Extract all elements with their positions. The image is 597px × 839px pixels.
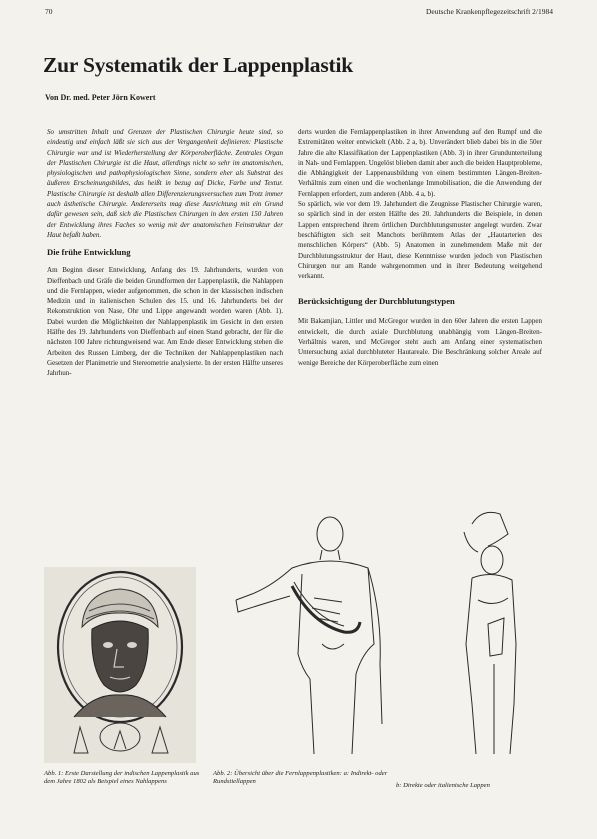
page-number: 70 bbox=[45, 7, 53, 16]
abstract: So umstritten Inhalt und Grenzen der Plastischen Chirurgie heute sind, so eindeutig und einfach läßt sie sich aus der Vergangenheit definieren: Plastische Chirurgie war und ist Wiederherstellung der Körperoberfläche. Zentrales Organ der Plastischen Chirurgie ist die Haut, allerdings nicht so sehr im anatomischen, physiologischen und pathophysiologischen Sinne, sondern eher als Substrat des äußeren Erscheinungsbildes, das heißt in bezug auf Dicke, Farbe und Textur. Plastische Chirurgie ist deshalb allen Differenzierungsversuchen zum Trotz immer auch ästhetische Chirurgie. Andererseits mag diese Ausrichtung mit ein Grund dafür gewesen sein, daß sich die Plastischen Chirurgen in den ersten 150 Jahren der Entwicklung ihres Faches so wenig mit der anatomischen Feinstruktur der Haut befaßt haben. bbox=[47, 128, 283, 239]
figure-2-caption: Abb. 2: Übersicht über die Fernlappenplastiken: a: Indirekt- oder Rundstiellappen bbox=[213, 770, 388, 786]
body-paragraph: Mit Bakamjian, Littler und McGregor wurden in den 60er Jahren die ersten Lappen entwickelt, die durch axiale Durchblutung unabhängig vom Längen-Breiten-Verhältnis waren, und McGregor steht auch am Anfang einer systematischen Untersuchung axial durchbluteter Hautareale. Die Beschränkung solcher Areale auf wenige Bereiche der Körperoberfläche zum einen bbox=[298, 317, 542, 367]
section-heading-blood-supply: Berücksichtigung der Durchblutungstypen bbox=[298, 296, 455, 307]
body-paragraph: Am Beginn dieser Entwicklung, Anfang des 19. Jahrhunderts, wurden von Dieffenbach und Gräfe die beiden Grundformen der Lappenplastik, die Nahlappen und die Fernlappen, wieder aufgenommen, die schon in der klassischen indischen Medizin und in italienischen Schulen des 15. und 16. Jahrhunderts bei der Rekonstruktion von Nase, Ohr und Lippe angewandt worden waren (Abb. 1). Dabei wurden die Möglichkeiten der Nahlappenplastik im Gesicht in den ersten Hälfte des 19. Jahrhunderts von Dieffenbach auf einen Stand gebracht, der für die nächsten 100 Jahre richtungweisend war. Am Ende dieser Entwicklung stehen die Arbeiten des Russen Limberg, der die Techniken der Nahlappenplastiken nach Gesetzen der Planimetrie und Stereometrie analysierte. In der ersten Hälfte unseres Jahrhun- bbox=[47, 266, 283, 378]
body-paragraph: So spärlich, wie vor dem 19. Jahrhundert die Zeugnisse Plastischer Chirurgie waren, so spärlich sind in der ersten Hälfte des 20. Jahrhunderts die Beispiele, in denen Lappen entsprechend ihrem örtlichen Durchblutungsmuster angelegt wurden. Zwar beschäftigten sich seit Manchots berühmtem Atlas der „Hautarterien des menschlichen Körpers“ (Abb. 5) Anatomen in zunehmendem Maße mit der Durchblutungsstruktur der Haut, diese Kenntnisse wurden jedoch von Plastischen Chirurgen nur am Rande wahrgenommen und in ihrer Bedeutung weitgehend verkannt. bbox=[298, 200, 542, 281]
journal-header: Deutsche Krankenpflegezeitschrift 2/1984 bbox=[425, 7, 553, 16]
body-paragraph: derts wurden die Fernlappenplastiken in ihrer Anwendung auf den Rumpf und die Extremitäten weiter entwickelt (Abb. 2 a, b). Unverändert blieb dabei bis in die 50er Jahre die alte Klassifikation der Lappenplastiken (Abb. 3) in ihrer Grundunterteilung in Nah- und Fernlappen. Ungelöst blieben damit aber auch die beiden Hauptprobleme, die Abhängigkeit der Lappenausbildung von einem bestimmten Längen-Breiten-Verhältnis zum einen und die wochenlange Immobilisation, die die Anwendung der Fernlappen erfordert, zum anderen (Abb. 4 a, b). bbox=[298, 128, 542, 198]
section-heading-early-development: Die frühe Entwicklung bbox=[47, 247, 131, 258]
column-right bbox=[298, 127, 542, 368]
article-title: Zur Systematik der Lappenplastik bbox=[43, 53, 354, 77]
figure-2b-caption: b: Direkte oder italienische Lappen bbox=[396, 782, 490, 789]
figure-2-distant-flap-drawings bbox=[232, 504, 552, 767]
column-left bbox=[47, 127, 283, 379]
figure-1-caption: Abb. 1: Erste Darstellung der indischen Lappenplastik aus dem Jahre 1802 als Beispiel eines Nahlappens bbox=[44, 770, 200, 786]
article-author: Von Dr. med. Peter Jörn Kowert bbox=[45, 93, 156, 102]
figure-1-indian-flap-engraving bbox=[44, 567, 196, 763]
